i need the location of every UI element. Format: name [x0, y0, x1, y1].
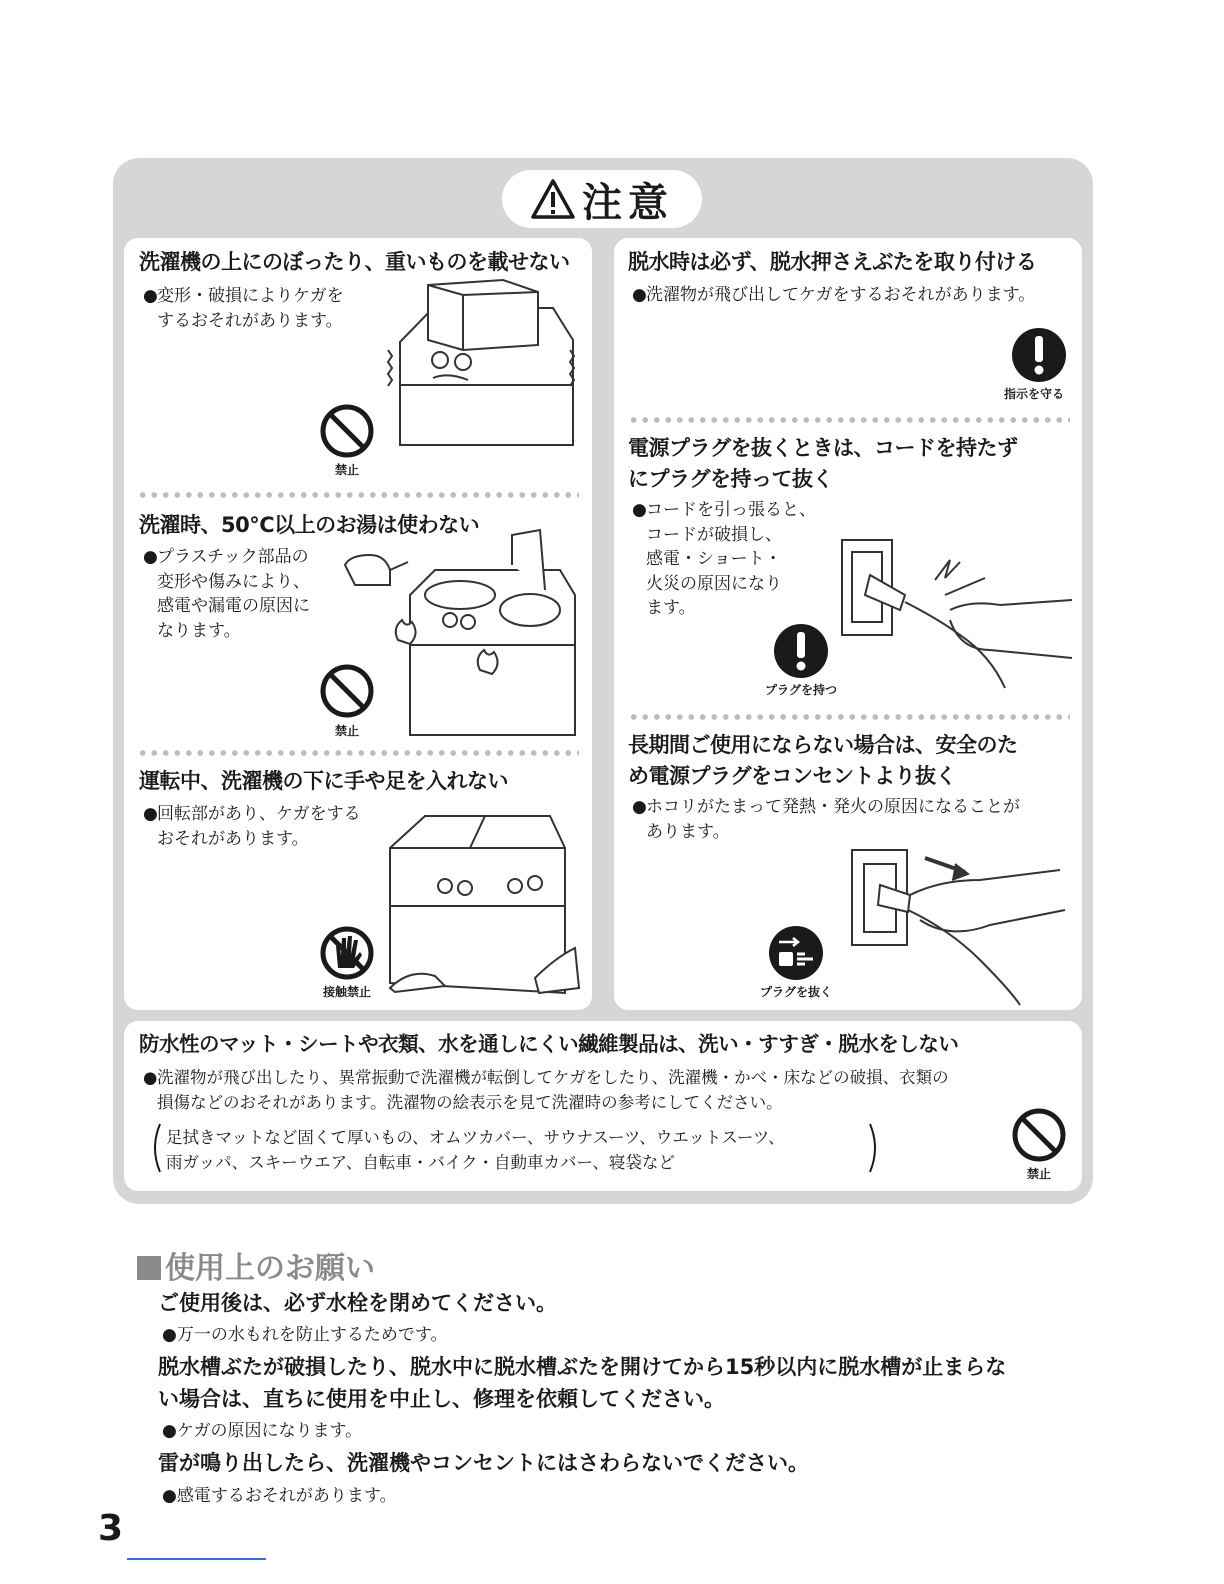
mandatory-label: 指示を守る — [1003, 387, 1064, 401]
request-1-body: ●万一の水もれを防止するためです。 — [162, 1325, 448, 1345]
request-3-heading: 雷が鳴り出したら、洗濯機やコンセントにはさわらないでください。 — [158, 1451, 809, 1475]
caution-title — [502, 170, 702, 228]
dotted-divider — [137, 492, 579, 498]
right-s3-heading: 長期間ご使用にならない場合は、安全のた め電源プラグをコンセントより抜く — [628, 733, 1018, 788]
right-paren — [868, 1122, 880, 1174]
right-s3-body: ●ホコリがたまって発熱・発火の原因になることが あります。 — [632, 797, 1020, 842]
washer-hot-water-illustration — [340, 530, 580, 742]
request-2-body: ●ケガの原因になります。 — [162, 1421, 363, 1441]
right-s1-body: ●洗濯物が飛び出してケガをするおそれがあります。 — [632, 285, 1036, 305]
request-2-heading: 脱水槽ぶたが破損したり、脱水中に脱水槽ぶたを開けてから15秒以内に脱水槽が止まらな い場合は、直ちに使用を中止し、修理を依頼してください。 — [158, 1355, 1007, 1411]
prohibition-label: 禁止 — [334, 463, 359, 477]
prohibition-label: 禁止 — [1026, 1167, 1051, 1181]
caution-title-text: 注意 — [582, 179, 674, 226]
mandatory-icon — [1010, 326, 1068, 384]
prohibition-icon — [1010, 1106, 1068, 1164]
left-s1-body: ●変形・破損によりケガを するおそれがあります。 — [143, 286, 344, 331]
requests-title: 使用上のお願い — [137, 1243, 375, 1287]
prohibition-icon — [318, 662, 376, 720]
plug-hold-label: プラグを持つ — [764, 683, 837, 697]
link-underline[interactable] — [127, 1558, 266, 1560]
square-bullet-icon — [137, 1256, 161, 1280]
dotted-divider — [137, 750, 579, 756]
dotted-divider — [628, 714, 1070, 720]
unplugging-illustration — [850, 850, 1070, 1005]
washer-feet-illustration — [385, 808, 585, 1000]
warning-triangle-icon — [530, 178, 576, 220]
left-s1-heading: 洗濯機の上にのぼったり、重いものを載せない — [139, 250, 570, 274]
dotted-divider — [628, 417, 1070, 423]
prohibition-icon — [318, 402, 376, 460]
no-touch-label: 接触禁止 — [322, 985, 371, 999]
pulling-cord-illustration — [840, 540, 1072, 690]
left-s2-body: ●プラスチック部品の 変形や傷みにより、 感電や漏電の原因に なります。 — [143, 547, 310, 641]
request-1-heading: ご使用後は、必ず水栓を閉めてください。 — [158, 1291, 557, 1315]
right-s2-heading: 電源プラグを抜くときは、コードを持たず にプラグを持って抜く — [628, 436, 1018, 491]
bottom-examples: 足拭きマットなど固くて厚いもの、オムツカバー、サウナスーツ、ウエットスーツ、 雨ガッパ、スキーウエア、自転車・バイク・自動車カバー、寝袋など — [166, 1128, 785, 1172]
left-s3-body: ●回転部があり、ケガをする おそれがあります。 — [143, 804, 361, 849]
washer-with-heavy-box-illustration — [388, 280, 583, 455]
no-touch-icon — [318, 924, 376, 982]
bottom-body: ●洗濯物が飛び出したり、異常振動で洗濯機が転倒してケガをしたり、洗濯機・かべ・床などの破損、衣類の 損傷などのおそれがあります。洗濯物の絵表示を見て洗濯時の参考にしてください。 — [143, 1068, 949, 1112]
bottom-heading: 防水性のマット・シートや衣類、水を通しにくい繊維製品は、洗い・すすぎ・脱水をしない — [139, 1032, 959, 1056]
mandatory-icon — [772, 622, 830, 680]
request-3-body: ●感電するおそれがあります。 — [162, 1486, 397, 1506]
right-s1-heading: 脱水時は必ず、脱水押さえぶたを取り付ける — [628, 250, 1037, 274]
unplug-label: プラグを抜く — [759, 985, 832, 999]
unplug-icon — [767, 924, 825, 982]
left-s3-heading: 運転中、洗濯機の下に手や足を入れない — [139, 769, 508, 793]
prohibition-label: 禁止 — [334, 724, 359, 738]
page-number: 3 — [98, 1508, 124, 1549]
left-paren — [150, 1122, 162, 1174]
left-s2-heading: 洗濯時、50℃以上のお湯は使わない — [139, 513, 480, 537]
right-s2-body: ●コードを引っ張ると、 コードが破損し、 感電・ショート・ 火災の原因になり ます。 — [632, 500, 816, 618]
